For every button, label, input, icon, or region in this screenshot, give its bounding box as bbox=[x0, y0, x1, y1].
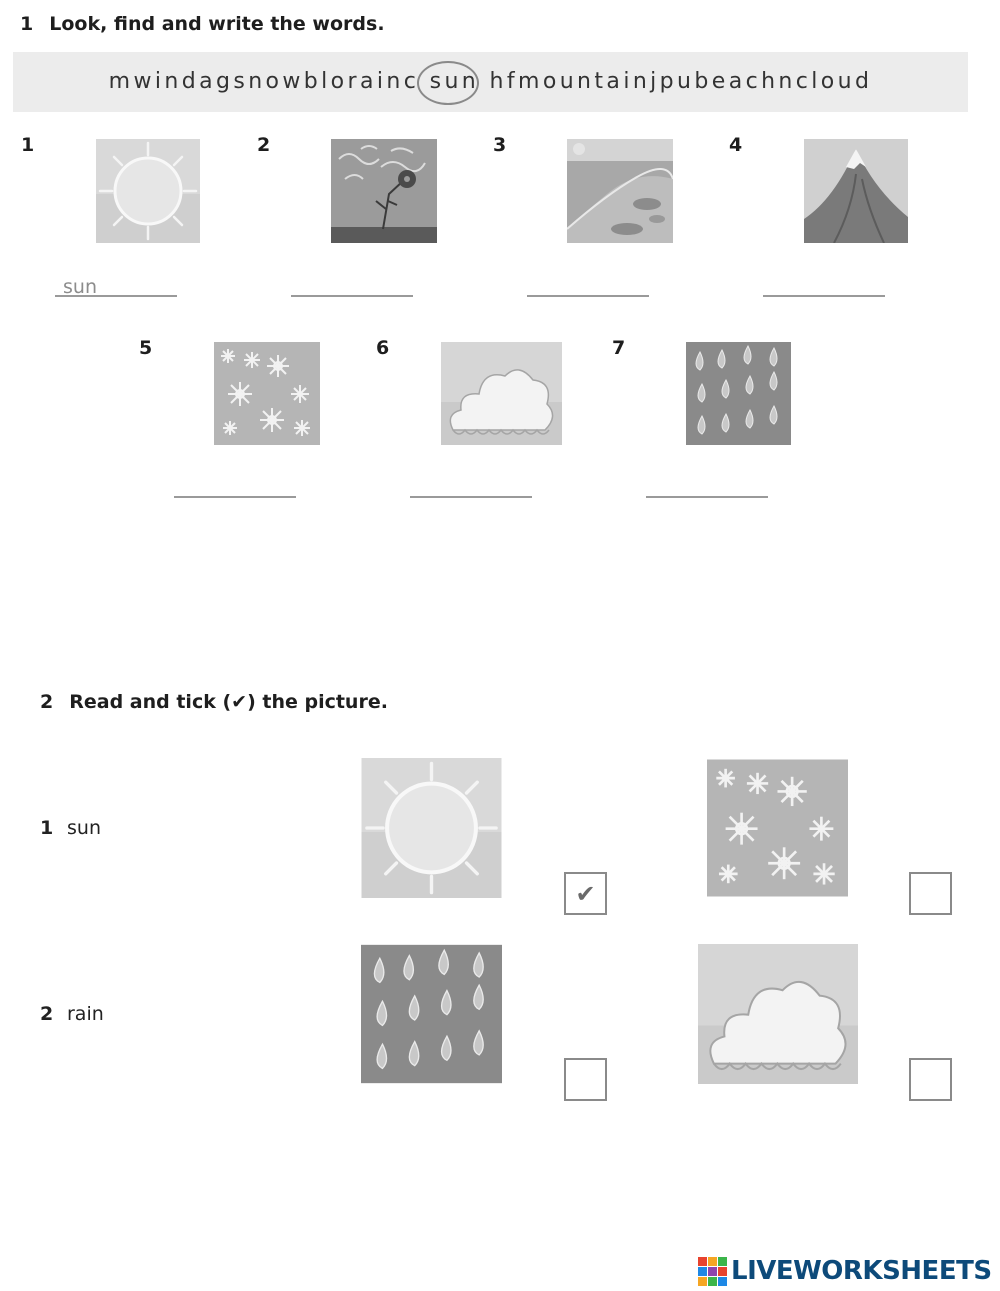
item-7-number: 7 bbox=[612, 337, 626, 359]
wind-picture bbox=[331, 139, 437, 243]
word-search-strip bbox=[13, 52, 968, 112]
exercise-2-number: 2 bbox=[40, 691, 54, 713]
tick-item-1 bbox=[40, 817, 101, 839]
answer-line-3 bbox=[527, 295, 649, 297]
item-3-number: 3 bbox=[493, 134, 507, 156]
snowflake-icon bbox=[707, 758, 848, 898]
item-6-number: 6 bbox=[376, 337, 390, 359]
sun-icon bbox=[96, 139, 200, 243]
tick-1-sun-checkbox[interactable]: ✔ bbox=[564, 872, 607, 915]
exercise-1-number: 1 bbox=[20, 13, 34, 35]
wind-icon bbox=[331, 139, 437, 243]
logo-square bbox=[718, 1267, 727, 1276]
snow-picture bbox=[214, 342, 320, 445]
cloud-icon bbox=[441, 342, 562, 445]
cloud-picture bbox=[441, 342, 562, 445]
circled-word-mark bbox=[417, 61, 479, 105]
tick-1-snow-checkbox[interactable] bbox=[909, 872, 952, 915]
logo-text: LIVEWORKSHEETS bbox=[731, 1256, 992, 1286]
logo-square bbox=[718, 1277, 727, 1286]
exercise-2-heading bbox=[40, 691, 388, 713]
tick-item-1-word: sun bbox=[67, 817, 101, 839]
tick-1-snow-picture bbox=[707, 758, 848, 898]
tick-2-rain-picture bbox=[361, 944, 502, 1084]
item-1-number: 1 bbox=[21, 134, 35, 156]
beach-picture bbox=[567, 139, 673, 243]
sun-picture bbox=[96, 139, 200, 243]
raindrop-icon bbox=[361, 944, 502, 1084]
answer-1-input[interactable]: sun bbox=[63, 276, 97, 298]
answer-line-2 bbox=[291, 295, 413, 297]
exercise-2-instruction: Read and tick (✔) the picture. bbox=[69, 691, 388, 713]
answer-line-7 bbox=[646, 496, 768, 498]
answer-line-6 bbox=[410, 496, 532, 498]
rain-picture bbox=[686, 342, 791, 445]
logo-square bbox=[698, 1277, 707, 1286]
mountain-picture bbox=[804, 139, 908, 243]
item-2-number: 2 bbox=[257, 134, 271, 156]
logo-square bbox=[708, 1257, 717, 1266]
word-search-letters: mwindagsnowblorainc sun hfmountainjpubeachncloud bbox=[108, 69, 873, 94]
exercise-1-heading bbox=[20, 13, 385, 35]
logo-square bbox=[718, 1257, 727, 1266]
tick-item-2 bbox=[40, 1003, 104, 1025]
tick-item-2-word: rain bbox=[67, 1003, 104, 1025]
tick-2-rain-checkbox[interactable] bbox=[564, 1058, 607, 1101]
tick-1-sun-picture bbox=[361, 758, 502, 898]
logo-square bbox=[698, 1257, 707, 1266]
tick-2-cloud-checkbox[interactable] bbox=[909, 1058, 952, 1101]
answer-line-4 bbox=[763, 295, 885, 297]
item-5-number: 5 bbox=[139, 337, 153, 359]
logo-square bbox=[708, 1277, 717, 1286]
sun-icon bbox=[361, 758, 502, 898]
answer-line-5 bbox=[174, 496, 296, 498]
logo-square bbox=[708, 1267, 717, 1276]
snowflake-icon bbox=[214, 342, 320, 445]
item-4-number: 4 bbox=[729, 134, 743, 156]
tick-2-cloud-picture bbox=[698, 944, 858, 1084]
liveworksheets-logo[interactable] bbox=[698, 1256, 992, 1286]
tick-item-1-number: 1 bbox=[40, 817, 54, 839]
beach-icon bbox=[567, 139, 673, 243]
exercise-1-instruction: Look, find and write the words. bbox=[49, 13, 385, 35]
raindrop-icon bbox=[686, 342, 791, 445]
cloud-icon bbox=[698, 944, 858, 1084]
mountain-icon bbox=[804, 139, 908, 243]
logo-grid-icon bbox=[698, 1257, 727, 1286]
logo-square bbox=[698, 1267, 707, 1276]
tick-item-2-number: 2 bbox=[40, 1003, 54, 1025]
